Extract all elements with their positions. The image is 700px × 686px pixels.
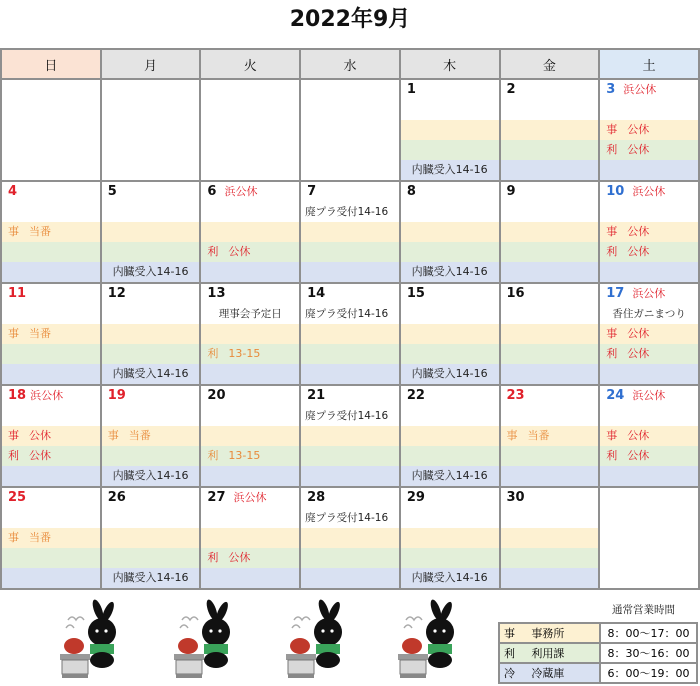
day-number: 25	[8, 490, 27, 505]
office-status: 当番	[527, 429, 550, 442]
day-number: 4	[8, 184, 18, 199]
office-key: 事	[506, 429, 518, 442]
day-cell-1[interactable]	[400, 79, 500, 181]
rabbit-mascot-grilling-icon	[46, 598, 126, 682]
day-cell-22[interactable]	[400, 385, 500, 487]
organ-intake-label: 内臓受入14-16	[401, 160, 499, 180]
week-row-5	[1, 487, 699, 589]
office-key: 事	[606, 123, 618, 136]
day-number: 24	[606, 388, 625, 403]
crab-festival-label: 香住ガニまつり	[612, 308, 686, 320]
use-key: 利	[207, 245, 219, 258]
use-key: 利	[207, 551, 219, 564]
day-cell-17[interactable]	[599, 283, 699, 385]
weekday-tue: 火	[200, 49, 300, 79]
day-number: 7	[307, 184, 317, 199]
weekday-sat: 土	[599, 49, 699, 79]
plastic-intake-label: 廃プラ受付14-16	[305, 308, 389, 320]
rabbit-mascot-grilling-icon	[384, 598, 464, 682]
day-number: 3	[606, 82, 616, 97]
organ-intake-label: 内臓受入14-16	[401, 364, 499, 384]
day-cell-24[interactable]	[599, 385, 699, 487]
day-number: 16	[506, 286, 525, 301]
weekday-fri: 金	[500, 49, 600, 79]
office-status: 公休	[627, 225, 650, 238]
day-cell-5[interactable]	[101, 181, 201, 283]
hama-holiday-label: 浜公休	[224, 185, 258, 198]
office-key: 事	[8, 327, 19, 340]
day-number: 29	[406, 490, 425, 505]
day-cell-13[interactable]	[200, 283, 300, 385]
office-status: 公休	[627, 327, 650, 340]
legend-key: 冷	[499, 663, 527, 683]
use-status: 13-15	[228, 347, 261, 360]
use-key: 利	[606, 245, 618, 258]
day-number: 13	[207, 286, 226, 301]
organ-intake-label: 内臓受入14-16	[102, 364, 200, 384]
day-number: 28	[307, 490, 326, 505]
day-number: 5	[107, 184, 117, 199]
business-hours-legend	[498, 622, 698, 684]
week-row-3	[1, 283, 699, 385]
legend-key: 事	[499, 623, 527, 643]
organ-intake-label: 内臓受入14-16	[401, 466, 499, 486]
organ-intake-label: 内臓受入14-16	[401, 262, 499, 282]
hama-holiday-label: 浜公休	[30, 389, 64, 402]
day-cell-18[interactable]	[1, 385, 101, 487]
office-status: 当番	[29, 327, 51, 340]
office-key: 事	[107, 429, 119, 442]
office-key: 事	[606, 225, 618, 238]
use-key: 利	[606, 347, 618, 360]
use-key: 利	[8, 449, 19, 462]
use-status: 公休	[627, 347, 650, 360]
day-cell-9[interactable]	[500, 181, 600, 283]
day-number: 10	[606, 184, 625, 199]
legend-row-use	[499, 643, 697, 663]
day-number: 14	[307, 286, 326, 301]
plastic-intake-label: 廃プラ受付14-16	[305, 410, 389, 422]
day-number: 12	[107, 286, 126, 301]
day-cell-30[interactable]	[500, 487, 600, 589]
office-key: 事	[8, 429, 19, 442]
day-number: 1	[406, 82, 416, 97]
use-status: 公休	[627, 449, 650, 462]
office-key: 事	[8, 531, 19, 544]
weekday-header-row	[1, 49, 699, 79]
day-number: 26	[107, 490, 126, 505]
rabbit-mascot-grilling-icon	[272, 598, 352, 682]
weekday-sun: 日	[1, 49, 101, 79]
empty-day-cell	[101, 79, 201, 181]
legend-hours: 8：00～17：00	[600, 623, 697, 643]
day-number: 15	[406, 286, 425, 301]
day-cell-14[interactable]	[300, 283, 400, 385]
office-key: 事	[606, 429, 618, 442]
day-cell-7[interactable]	[300, 181, 400, 283]
weekday-wed: 水	[300, 49, 400, 79]
day-cell-25[interactable]	[1, 487, 101, 589]
day-cell-3[interactable]	[599, 79, 699, 181]
day-number: 30	[506, 490, 525, 505]
use-status: 公休	[627, 245, 650, 258]
legend-name: 冷蔵庫	[527, 663, 600, 683]
day-cell-28[interactable]	[300, 487, 400, 589]
legend-hours: 8：30～16：00	[600, 643, 697, 663]
office-status: 当番	[128, 429, 151, 442]
day-number: 27	[207, 490, 226, 505]
organ-intake-label: 内臓受入14-16	[102, 568, 200, 588]
plastic-intake-label: 廃プラ受付14-16	[305, 206, 389, 218]
day-number: 11	[8, 286, 27, 301]
plastic-intake-label: 廃プラ受付14-16	[305, 512, 389, 524]
day-cell-21[interactable]	[300, 385, 400, 487]
day-cell-11[interactable]	[1, 283, 101, 385]
day-cell-4[interactable]	[1, 181, 101, 283]
day-cell-26[interactable]	[101, 487, 201, 589]
hama-holiday-label: 浜公休	[632, 389, 666, 402]
day-cell-19[interactable]	[101, 385, 201, 487]
legend-key: 利	[499, 643, 527, 663]
day-cell-10[interactable]	[599, 181, 699, 283]
office-status: 公休	[627, 429, 650, 442]
business-hours-title: 通常営業時間	[612, 604, 675, 616]
use-status: 13-15	[228, 449, 261, 462]
legend-hours: 6：00～19：00	[600, 663, 697, 683]
hama-holiday-label: 浜公休	[632, 287, 666, 300]
hama-holiday-label: 浜公休	[623, 83, 657, 96]
legend-row-office	[499, 623, 697, 643]
use-key: 利	[606, 143, 618, 156]
use-key: 利	[207, 347, 219, 360]
day-cell-2[interactable]	[500, 79, 600, 181]
use-status: 公休	[29, 449, 51, 462]
organ-intake-label: 内臓受入14-16	[102, 262, 200, 282]
week-row-4	[1, 385, 699, 487]
use-status: 公休	[228, 551, 251, 564]
day-cell-12[interactable]	[101, 283, 201, 385]
use-key: 利	[606, 449, 618, 462]
use-key: 利	[207, 449, 219, 462]
weekday-mon: 月	[101, 49, 201, 79]
organ-intake-label: 内臓受入14-16	[401, 568, 499, 588]
calendar-title: 2022年9月	[289, 7, 411, 32]
day-cell-6[interactable]	[200, 181, 300, 283]
day-cell-16[interactable]	[500, 283, 600, 385]
office-status: 当番	[29, 531, 51, 544]
weekday-thu: 木	[400, 49, 500, 79]
day-number: 9	[506, 184, 516, 199]
day-cell-29[interactable]	[400, 487, 500, 589]
day-number: 6	[207, 184, 217, 199]
organ-intake-label: 内臓受入14-16	[102, 466, 200, 486]
office-status: 公休	[627, 123, 650, 136]
use-status: 公休	[627, 143, 650, 156]
day-cell-23[interactable]	[500, 385, 600, 487]
week-row-1	[1, 79, 699, 181]
hama-holiday-label: 浜公休	[632, 185, 666, 198]
empty-day-cell	[300, 79, 400, 181]
office-key: 事	[8, 225, 19, 238]
office-status: 公休	[29, 429, 51, 442]
day-number: 22	[406, 388, 425, 403]
rabbit-mascot-grilling-icon	[160, 598, 240, 682]
use-status: 公休	[228, 245, 251, 258]
day-number: 20	[207, 388, 226, 403]
week-row-2	[1, 181, 699, 283]
day-number: 19	[107, 388, 126, 403]
day-number: 8	[406, 184, 416, 199]
empty-day-cell	[200, 79, 300, 181]
legend-name: 利用課	[527, 643, 600, 663]
legend-name: 事務所	[527, 623, 600, 643]
day-cell-20[interactable]	[200, 385, 300, 487]
empty-day-cell	[1, 79, 101, 181]
day-cell-27[interactable]	[200, 487, 300, 589]
office-status: 当番	[29, 225, 51, 238]
legend-row-fridge	[499, 663, 697, 683]
empty-day-cell	[599, 487, 699, 589]
day-number: 18	[8, 388, 27, 403]
calendar-grid	[0, 48, 700, 590]
day-cell-15[interactable]	[400, 283, 500, 385]
board-meeting-label: 理事会予定日	[218, 308, 282, 320]
hama-holiday-label: 浜公休	[233, 491, 267, 504]
day-number: 2	[506, 82, 516, 97]
day-number: 21	[307, 388, 326, 403]
day-cell-8[interactable]	[400, 181, 500, 283]
office-key: 事	[606, 327, 618, 340]
day-number: 17	[606, 286, 625, 301]
day-number: 23	[506, 388, 525, 403]
